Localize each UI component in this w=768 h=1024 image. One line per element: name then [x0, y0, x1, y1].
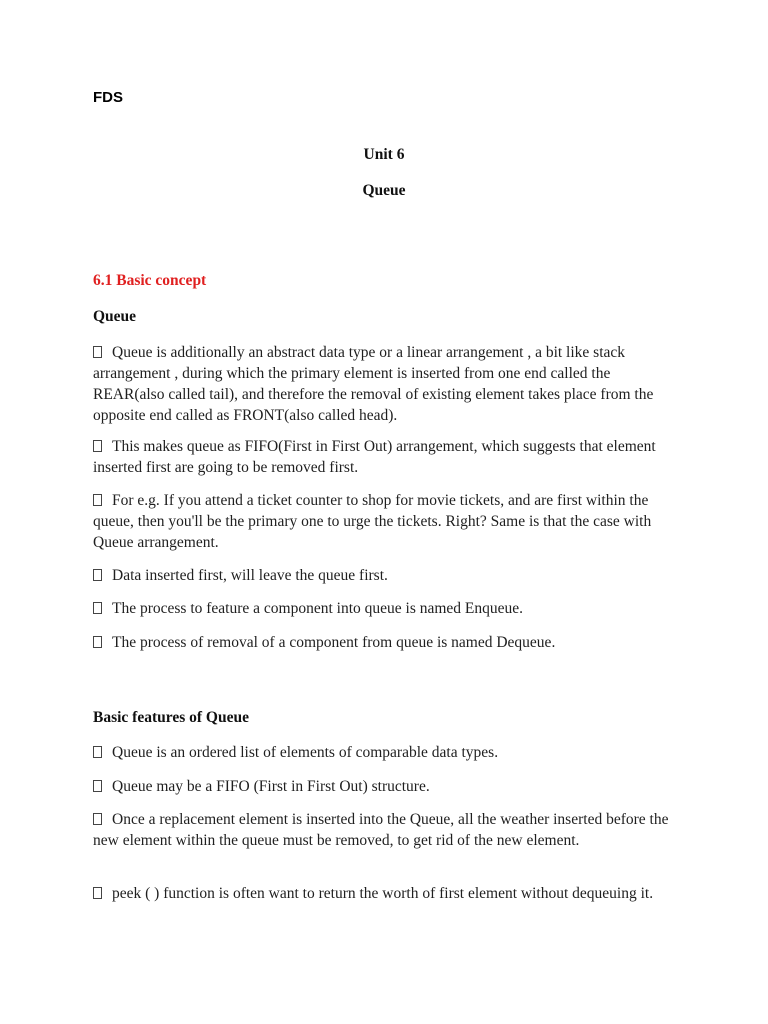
bullet-icon — [93, 746, 102, 758]
topic-title: Queue — [362, 182, 406, 199]
paragraph-text: Queue may be a FIFO (First in First Out) structure. — [112, 778, 430, 795]
paragraph-text: For e.g. If you attend a ticket counter to shop for movie tickets, and are first within the queue, then you'll be the primary one to urge the tickets. Right? Same is that the case with Queue arrangement. — [93, 492, 652, 551]
bullet-icon — [93, 780, 102, 792]
paragraph — [93, 342, 683, 426]
bullet-icon — [93, 813, 102, 825]
paragraph-text: peek ( ) function is often want to return the worth of first element without dequeuing it. — [112, 885, 654, 902]
paragraph — [93, 776, 683, 797]
bullet-icon — [93, 887, 102, 899]
paragraph-text: The process to feature a component into queue is named Enqueue. — [112, 600, 524, 617]
paragraph — [93, 632, 683, 653]
queue-subheading: Queue — [93, 308, 137, 325]
bullet-icon — [93, 602, 102, 614]
bullet-icon — [93, 346, 102, 358]
paragraph — [93, 883, 683, 904]
features-heading: Basic features of Queue — [93, 709, 249, 726]
paragraph-text: This makes queue as FIFO(First in First Out) arrangement, which suggests that element inserted first are going to be removed first. — [93, 438, 656, 476]
paragraph — [93, 809, 683, 851]
bullet-icon — [93, 569, 102, 581]
bullet-icon — [93, 440, 102, 452]
unit-title: Unit 6 — [363, 146, 405, 163]
bullet-icon — [93, 636, 102, 648]
paragraph — [93, 565, 683, 586]
paragraph-text: Queue is an ordered list of elements of comparable data types. — [112, 744, 499, 761]
section-heading: 6.1 Basic concept — [93, 272, 207, 289]
paragraph — [93, 436, 683, 478]
course-label: FDS — [93, 89, 123, 106]
paragraph — [93, 742, 683, 763]
paragraph — [93, 598, 683, 619]
paragraph-text: Queue is additionally an abstract data type or a linear arrangement , a bit like stack arrangement , during which the primary element is inserted from one end called the REAR(also called tail), and therefore the removal of existing element takes place from the opposite end called as FRONT(also called head). — [93, 344, 654, 424]
paragraph — [93, 490, 683, 553]
paragraph-text: Data inserted first, will leave the queue first. — [112, 567, 388, 584]
paragraph-text: The process of removal of a component from queue is named Dequeue. — [112, 634, 556, 651]
bullet-icon — [93, 494, 102, 506]
paragraph-text: Once a replacement element is inserted into the Queue, all the weather inserted before the new element within the queue must be removed, to get rid of the new element. — [93, 811, 669, 849]
